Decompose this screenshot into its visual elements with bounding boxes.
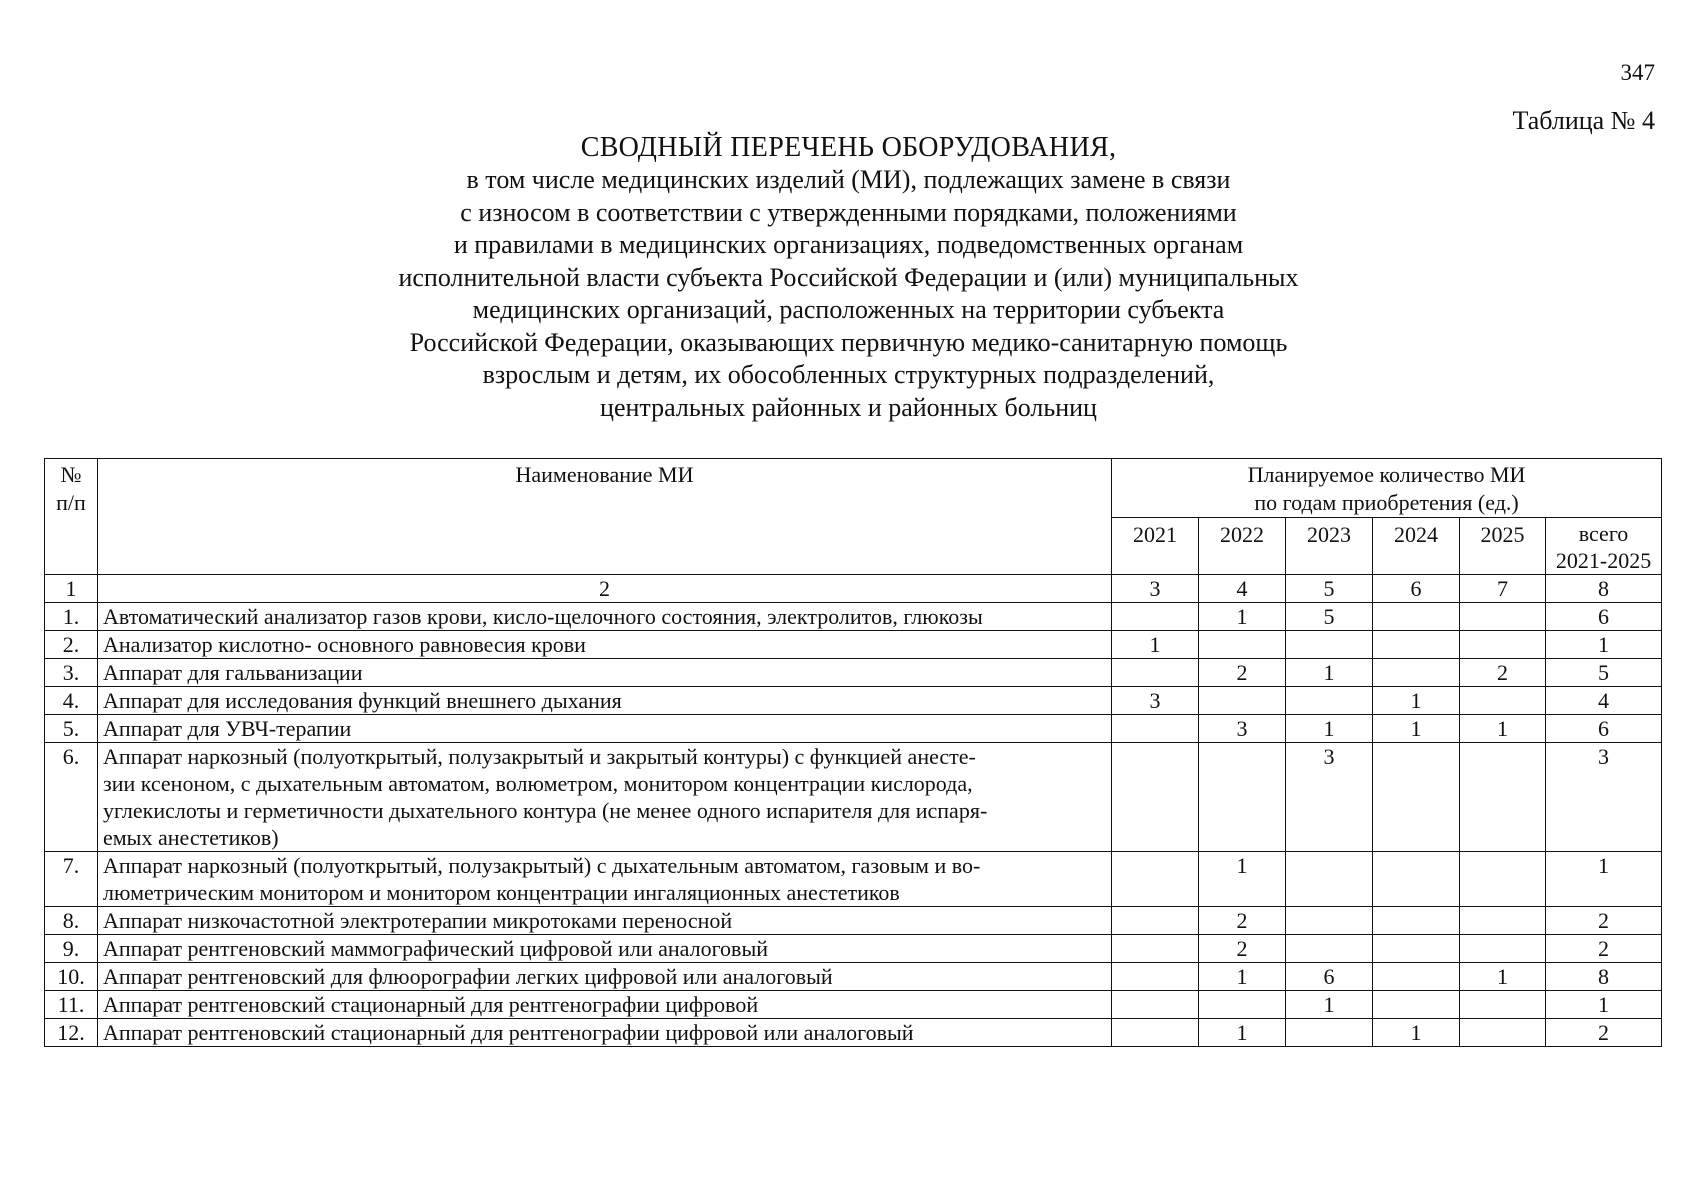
quantity-2025 xyxy=(1460,852,1546,907)
column-number: 6 xyxy=(1373,575,1460,603)
quantity-2021 xyxy=(1112,603,1199,631)
quantity-2022: 2 xyxy=(1199,935,1286,963)
column-number: 7 xyxy=(1460,575,1546,603)
row-number: 8. xyxy=(45,907,98,935)
equipment-name: Аппарат наркозный (полуоткрытый, полузакрытый и закрытый контуры) с функцией анесте- зии ксеноном, с дыхательным автоматом, волюметром, монитором концентрации кислорода, углекислоты и герметичности дыхательного контура (не менее одного испарителя для испаря- емых анестетиков) xyxy=(98,743,1112,852)
quantity-2023 xyxy=(1286,1019,1373,1047)
equipment-name: Аппарат рентгеновский стационарный для рентгенографии цифровой или аналоговый xyxy=(98,1019,1112,1047)
quantity-total: 1 xyxy=(1546,991,1662,1019)
quantity-2024 xyxy=(1373,743,1460,852)
quantity-total: 6 xyxy=(1546,715,1662,743)
quantity-2021 xyxy=(1112,935,1199,963)
quantity-2023 xyxy=(1286,852,1373,907)
quantity-2021 xyxy=(1112,991,1199,1019)
quantity-total: 4 xyxy=(1546,687,1662,715)
equipment-name: Аппарат рентгеновский для флюорографии легких цифровой или аналоговый xyxy=(98,963,1112,991)
equipment-name: Аппарат для УВЧ-терапии xyxy=(98,715,1112,743)
quantity-2025: 2 xyxy=(1460,659,1546,687)
table-label: Таблица № 4 xyxy=(1512,106,1655,135)
quantity-2023: 5 xyxy=(1286,603,1373,631)
quantity-2021 xyxy=(1112,852,1199,907)
quantity-total: 3 xyxy=(1546,743,1662,852)
quantity-2022 xyxy=(1199,991,1286,1019)
table-row xyxy=(45,935,1662,963)
title-line: центральных районных и районных больниц xyxy=(600,392,1097,422)
quantity-2023: 1 xyxy=(1286,659,1373,687)
quantity-2023 xyxy=(1286,907,1373,935)
quantity-2024 xyxy=(1373,963,1460,991)
row-number: 7. xyxy=(45,852,98,907)
equipment-name: Автоматический анализатор газов крови, кисло-щелочного состояния, электролитов, глюкозы xyxy=(98,603,1112,631)
quantity-2023: 3 xyxy=(1286,743,1373,852)
header-year: 2024 xyxy=(1373,518,1460,575)
title-line: и правилами в медицинских организациях, подведомственных органам xyxy=(453,230,1244,259)
header-row xyxy=(45,459,1662,518)
quantity-2024 xyxy=(1373,935,1460,963)
equipment-name: Аппарат для гальванизации xyxy=(98,659,1112,687)
header-number: № п/п xyxy=(45,459,98,575)
title-line: медицинских организаций, расположенных на территории субъекта xyxy=(472,295,1225,324)
quantity-2025 xyxy=(1460,1019,1546,1047)
header-year: 2022 xyxy=(1199,518,1286,575)
quantity-total: 5 xyxy=(1546,659,1662,687)
column-numbers-row xyxy=(45,575,1662,603)
quantity-2025 xyxy=(1460,935,1546,963)
quantity-2024 xyxy=(1373,659,1460,687)
quantity-2025: 1 xyxy=(1460,963,1546,991)
header-year: 2021 xyxy=(1112,518,1199,575)
equipment-name: Аппарат низкочастотной электротерапии микротоками переносной xyxy=(98,907,1112,935)
quantity-2024 xyxy=(1373,852,1460,907)
quantity-2021 xyxy=(1112,743,1199,852)
quantity-total: 1 xyxy=(1546,852,1662,907)
quantity-2023: 6 xyxy=(1286,963,1373,991)
equipment-name: Аппарат наркозный (полуоткрытый, полузакрытый) с дыхательным автоматом, газовым и во- люметрическим монитором и монитором концентрации ингаляционных анестетиков xyxy=(98,852,1112,907)
column-number: 4 xyxy=(1199,575,1286,603)
quantity-2022: 3 xyxy=(1199,715,1286,743)
equipment-name: Аппарат рентгеновский стационарный для рентгенографии цифровой xyxy=(98,991,1112,1019)
quantity-2021: 1 xyxy=(1112,631,1199,659)
column-number: 5 xyxy=(1286,575,1373,603)
quantity-2022 xyxy=(1199,687,1286,715)
quantity-2025 xyxy=(1460,631,1546,659)
quantity-2021: 3 xyxy=(1112,687,1199,715)
row-number: 10. xyxy=(45,963,98,991)
row-number: 5. xyxy=(45,715,98,743)
table-row xyxy=(45,715,1662,743)
row-number: 1. xyxy=(45,603,98,631)
quantity-2024 xyxy=(1373,907,1460,935)
equipment-name: Аппарат рентгеновский маммографический цифровой или аналоговый xyxy=(98,935,1112,963)
document-title xyxy=(0,132,1697,424)
equipment-table xyxy=(44,458,1662,1047)
column-number: 1 xyxy=(45,575,98,603)
row-number: 4. xyxy=(45,687,98,715)
table-row xyxy=(45,631,1662,659)
column-number: 8 xyxy=(1546,575,1662,603)
table-row xyxy=(45,907,1662,935)
title-line: Российской Федерации, оказывающих первичную медико-санитарную помощь xyxy=(409,327,1288,357)
quantity-2021 xyxy=(1112,1019,1199,1047)
column-number: 3 xyxy=(1112,575,1199,603)
table-row xyxy=(45,659,1662,687)
quantity-2024 xyxy=(1373,631,1460,659)
quantity-2024: 1 xyxy=(1373,687,1460,715)
quantity-2023 xyxy=(1286,687,1373,715)
quantity-total: 1 xyxy=(1546,631,1662,659)
quantity-total: 2 xyxy=(1546,935,1662,963)
table-row xyxy=(45,991,1662,1019)
row-number: 3. xyxy=(45,659,98,687)
table-row xyxy=(45,743,1662,852)
row-number: 12. xyxy=(45,1019,98,1047)
header-year: 2025 xyxy=(1460,518,1546,575)
quantity-total: 6 xyxy=(1546,603,1662,631)
quantity-2025 xyxy=(1460,743,1546,852)
table-row xyxy=(45,603,1662,631)
quantity-total: 2 xyxy=(1546,1019,1662,1047)
quantity-2023 xyxy=(1286,935,1373,963)
quantity-2021 xyxy=(1112,907,1199,935)
quantity-2025: 1 xyxy=(1460,715,1546,743)
quantity-2022 xyxy=(1199,743,1286,852)
row-number: 11. xyxy=(45,991,98,1019)
column-number: 2 xyxy=(98,575,1112,603)
header-name: Наименование МИ xyxy=(98,459,1112,575)
title-line: взрослым и детям, их обособленных структурных подразделений, xyxy=(482,360,1215,389)
quantity-2022: 2 xyxy=(1199,907,1286,935)
quantity-total: 2 xyxy=(1546,907,1662,935)
quantity-2021 xyxy=(1112,715,1199,743)
equipment-name: Аппарат для исследования функций внешнего дыхания xyxy=(98,687,1112,715)
table-row xyxy=(45,1019,1662,1047)
quantity-2022: 2 xyxy=(1199,659,1286,687)
quantity-2021 xyxy=(1112,963,1199,991)
quantity-2022: 1 xyxy=(1199,852,1286,907)
quantity-2025 xyxy=(1460,907,1546,935)
quantity-2025 xyxy=(1460,687,1546,715)
title-line: в том числе медицинских изделий (МИ), подлежащих замене в связи xyxy=(466,165,1231,194)
page-number: 347 xyxy=(1620,60,1655,85)
quantity-2022: 1 xyxy=(1199,963,1286,991)
table-row xyxy=(45,687,1662,715)
quantity-2024: 1 xyxy=(1373,1019,1460,1047)
quantity-2024 xyxy=(1373,603,1460,631)
row-number: 9. xyxy=(45,935,98,963)
row-number: 6. xyxy=(45,743,98,852)
quantity-2022 xyxy=(1199,631,1286,659)
quantity-2025 xyxy=(1460,603,1546,631)
quantity-2024: 1 xyxy=(1373,715,1460,743)
header-planned-quantity: Планируемое количество МИ по годам приобретения (ед.) xyxy=(1112,459,1662,518)
table-row xyxy=(45,963,1662,991)
quantity-2024 xyxy=(1373,991,1460,1019)
equipment-name: Анализатор кислотно- основного равновесия крови xyxy=(98,631,1112,659)
title-line: исполнительной власти субъекта Российской Федерации и (или) муниципальных xyxy=(398,262,1299,292)
quantity-2023: 1 xyxy=(1286,715,1373,743)
quantity-2023 xyxy=(1286,631,1373,659)
quantity-2022: 1 xyxy=(1199,603,1286,631)
quantity-2023: 1 xyxy=(1286,991,1373,1019)
header-year: 2023 xyxy=(1286,518,1373,575)
table-row xyxy=(45,852,1662,907)
title-line: с износом в соответствии с утвержденными порядками, положениями xyxy=(460,197,1237,227)
row-number: 2. xyxy=(45,631,98,659)
header-total: всего 2021-2025 xyxy=(1546,518,1662,575)
quantity-2021 xyxy=(1112,659,1199,687)
title-main: СВОДНЫЙ ПЕРЕЧЕНЬ ОБОРУДОВАНИЯ, xyxy=(580,132,1117,163)
quantity-2025 xyxy=(1460,991,1546,1019)
quantity-total: 8 xyxy=(1546,963,1662,991)
quantity-2022: 1 xyxy=(1199,1019,1286,1047)
